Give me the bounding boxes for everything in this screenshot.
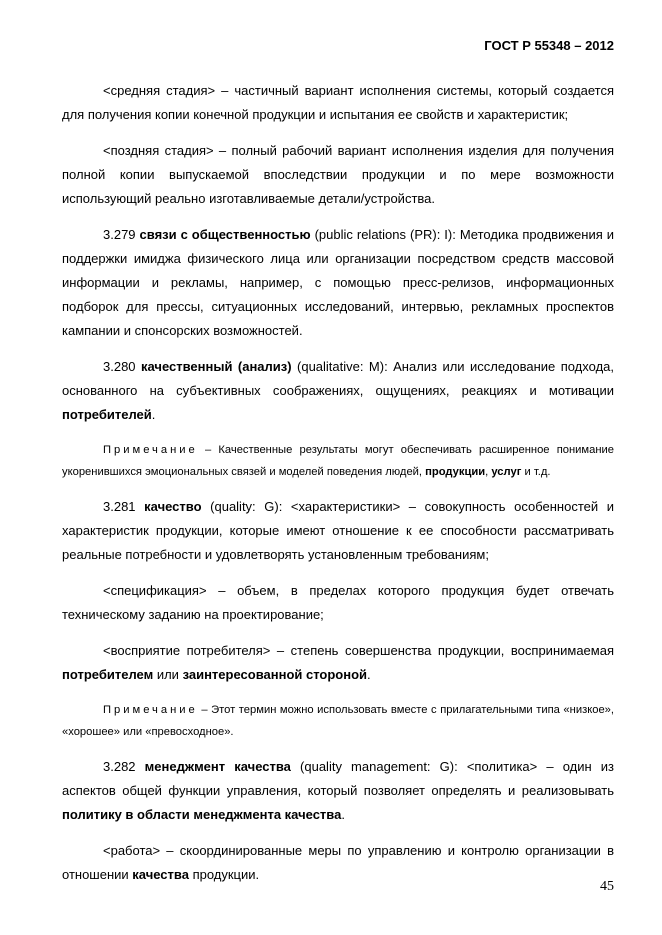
paragraph: <восприятие потребителя> – степень совершенства продукции, воспринимаемая потребителем или заинтересованной стороной. [62, 643, 614, 682]
term-name: качественный (анализ) [140, 359, 292, 374]
term-number: 3.281 [103, 499, 136, 514]
term-name: связи с общественностью [139, 227, 311, 242]
term-entry-3-279: 3.279 связи с общественностью (public relations (PR): I): Методика продвижения и поддержки имиджа физического лица или организации посредством средств массовой информации и рекламы, например, с помощью пресс-релизов, информационных подборок для прессы, ситуационных исследований, интервью, рекламных проспектов кампании и спонсорских возможностей. [62, 227, 614, 338]
term-name: менеджмент качества [144, 759, 291, 774]
document-header: ГОСТ Р 55348 – 2012 [484, 38, 614, 53]
term-number: 3.279 [103, 227, 136, 242]
term-number: 3.280 [103, 359, 136, 374]
paragraph: <поздняя стадия> – полный рабочий вариант исполнения изделия для получения полной копии выпускаемой впоследствии продукции и по мере возможности использующий реально изготавливаемые детали/устройства. [62, 143, 614, 206]
paragraph: <спецификация> – объем, в пределах которого продукция будет отвечать техническому заданию на проектирование; [62, 583, 614, 622]
note-label: Примечание [103, 444, 198, 456]
term-entry-3-281: 3.281 качество (quality: G): <характеристики> – совокупность особенностей и характеристик продукции, которые имеют отношение к ее способности рассматривать реальные потребности и удовлетворять установленным требованиям; [62, 499, 614, 562]
page-body [62, 79, 614, 899]
paragraph: <средняя стадия> – частичный вариант исполнения системы, который создается для получения копии конечной продукции и испытания ее свойств и характеристик; [62, 83, 614, 122]
term-entry-3-280: 3.280 качественный (анализ) (qualitative: M): Анализ или исследование подхода, основанного на субъективных соображениях, ощущениях, реакциях и мотивации потребителей. [62, 359, 614, 422]
note: Примечание – Этот термин можно использовать вместе с прилагательными типа «низкое», «хорошее» или «превосходное». [62, 704, 614, 738]
paragraph: <работа> – скоординированные меры по управлению и контролю организации в отношении качества продукции. [62, 843, 614, 882]
note-label: Примечание [103, 704, 198, 716]
term-entry-3-282: 3.282 менеджмент качества (quality management: G): <политика> – один из аспектов общей функции управления, который позволяет определять и реализовывать политику в области менеджмента качества. [62, 759, 615, 822]
page-number: 45 [600, 879, 614, 894]
note: Примечание – Качественные результаты могут обеспечивать расширенное понимание укоренившихся эмоциональных связей и моделей поведения людей, продукции, услуг и т.д. [62, 444, 614, 478]
term-number: 3.282 [103, 759, 136, 774]
term-name: качество [144, 499, 202, 514]
